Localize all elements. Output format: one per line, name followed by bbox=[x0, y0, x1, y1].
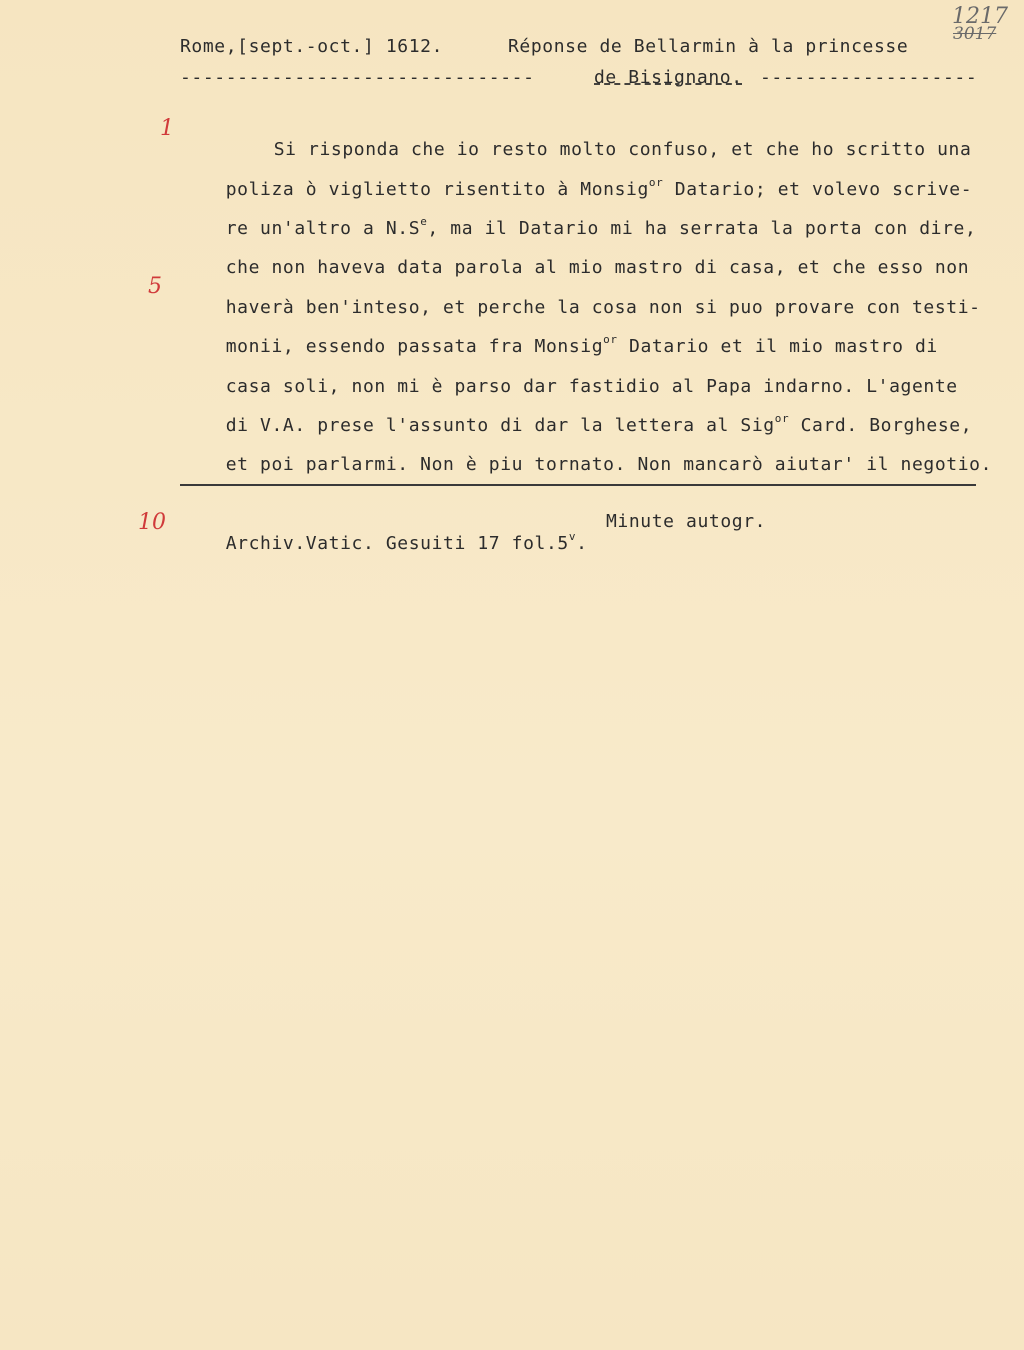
margin-number-5: 5 bbox=[148, 274, 162, 299]
section-divider bbox=[180, 484, 976, 486]
margin-number-1: 1 bbox=[160, 116, 174, 141]
body-line: casa soli, non mi è parso dar fastidio al Papa indarno. L'agente bbox=[225, 376, 958, 397]
body-line: poliza ò viglietto risentito à Monsig$^{or}$ Datario; et volevo scrive- bbox=[225, 176, 973, 200]
body-line: monii, essendo passata fra Monsig$^{or}$ Datario et il mio mastro di bbox=[225, 333, 938, 357]
body-line: re un'altro a $N.S^e$, ma il Datario mi ha serrata la porta con dire, bbox=[225, 215, 977, 239]
body-line: di V.A. prese l'assunto di dar la lettera al Sig$^{or}$ Card. Borghese, bbox=[225, 412, 973, 436]
source-note: Minute autogr. bbox=[606, 511, 767, 532]
body-line: Si risponda che io resto molto confuso, et che ho scritto una bbox=[273, 139, 972, 160]
body-line: haverà ben'inteso, et perche la cosa non si puo provare con testi- bbox=[225, 297, 981, 318]
folio-number-struck: 3017 bbox=[953, 24, 997, 44]
folio-number: 1217 bbox=[952, 4, 1008, 29]
source-archive: Archiv.Vatic. Gesuiti 17 fol.5$^v$. bbox=[225, 530, 588, 554]
header-title-continuation: de Bisignano. bbox=[594, 67, 743, 88]
header-dashes-right: ------------------- bbox=[760, 67, 978, 88]
header-place-date: Rome,[sept.-oct.] 1612. bbox=[180, 36, 444, 57]
header-dashes-left: ------------------------------- bbox=[180, 67, 535, 88]
header-title: Réponse de Bellarmin à la princesse bbox=[508, 36, 909, 57]
body-line: che non haveva data parola al mio mastro di casa, et che esso non bbox=[225, 257, 970, 278]
margin-number-10: 10 bbox=[138, 510, 166, 535]
body-line: et poi parlarmi. Non è piu tornato. Non mancarò aiutar' il negotio. bbox=[225, 454, 993, 475]
